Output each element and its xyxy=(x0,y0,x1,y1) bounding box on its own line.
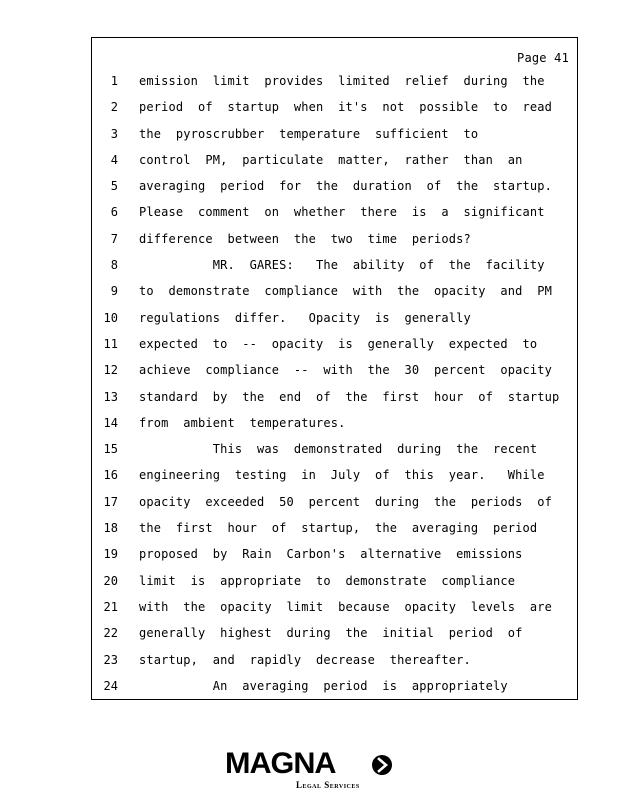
line-number: 14 xyxy=(103,415,118,430)
transcript-line xyxy=(92,255,577,281)
line-number: 19 xyxy=(103,547,118,562)
transcript-line xyxy=(92,334,577,360)
transcript-line xyxy=(92,650,577,676)
line-number: 6 xyxy=(110,205,118,220)
line-number: 18 xyxy=(103,521,118,536)
page-number: Page 41 xyxy=(517,51,569,65)
line-text: to demonstrate compliance with the opacity and PM xyxy=(139,284,552,299)
line-number: 5 xyxy=(110,179,118,194)
transcript-page xyxy=(91,37,578,700)
line-text: regulations differ. Opacity is generally xyxy=(139,310,471,325)
transcript-line xyxy=(92,492,577,518)
line-text: control PM, particulate matter, rather than an xyxy=(139,152,523,167)
transcript-line xyxy=(92,124,577,150)
line-text: with the opacity limit because opacity levels are xyxy=(139,599,552,614)
line-text: the first hour of startup, the averaging period xyxy=(139,521,538,536)
line-number: 12 xyxy=(103,363,118,378)
line-text: proposed by Rain Carbon's alternative emissions xyxy=(139,547,523,562)
line-text: generally highest during the initial period of xyxy=(139,626,523,641)
line-text: difference between the two time periods? xyxy=(139,231,471,246)
line-number: 9 xyxy=(110,284,118,299)
logo-wordmark: MAGNA xyxy=(225,747,336,780)
line-number: 16 xyxy=(103,468,118,483)
line-text: opacity exceeded 50 percent during the periods of xyxy=(139,494,552,509)
transcript-line xyxy=(92,71,577,97)
transcript-line xyxy=(92,281,577,307)
line-number: 8 xyxy=(110,258,118,273)
line-number: 15 xyxy=(103,442,118,457)
line-text: averaging period for the duration of the startup. xyxy=(139,179,552,194)
line-text: engineering testing in July of this year. While xyxy=(139,468,545,483)
transcript-line xyxy=(92,676,577,702)
line-text: standard by the end of the first hour of startup xyxy=(139,389,560,404)
line-text: from ambient temperatures. xyxy=(139,415,346,430)
transcript-line xyxy=(92,623,577,649)
transcript-line xyxy=(92,229,577,255)
transcript-line xyxy=(92,97,577,123)
line-number: 13 xyxy=(103,389,118,404)
transcript-line xyxy=(92,597,577,623)
line-number: 2 xyxy=(110,100,118,115)
logo-subtext: Legal Services xyxy=(296,780,360,790)
line-number: 23 xyxy=(103,652,118,667)
transcript-line xyxy=(92,308,577,334)
chevron-circle-icon xyxy=(371,754,393,776)
transcript-line xyxy=(92,518,577,544)
transcript-line xyxy=(92,439,577,465)
line-text: Please comment on whether there is a significant xyxy=(139,205,545,220)
transcript-line xyxy=(92,176,577,202)
line-number: 22 xyxy=(103,626,118,641)
transcript-line xyxy=(92,571,577,597)
line-number: 10 xyxy=(103,310,118,325)
line-number: 7 xyxy=(110,231,118,246)
line-number: 11 xyxy=(103,336,118,351)
transcript-line xyxy=(92,202,577,228)
line-text: period of startup when it's not possible to read xyxy=(139,100,552,115)
line-text: expected to -- opacity is generally expected to xyxy=(139,336,538,351)
line-number: 21 xyxy=(103,599,118,614)
magna-logo xyxy=(225,749,395,793)
line-number: 4 xyxy=(110,152,118,167)
line-number: 1 xyxy=(110,74,118,88)
line-text: the pyroscrubber temperature sufficient to xyxy=(139,126,479,141)
transcript-line xyxy=(92,387,577,413)
line-number: 17 xyxy=(103,494,118,509)
line-text: limit is appropriate to demonstrate compliance xyxy=(139,573,516,588)
line-number: 24 xyxy=(103,678,118,693)
transcript-line xyxy=(92,544,577,570)
line-number: 20 xyxy=(103,573,118,588)
transcript-line xyxy=(92,413,577,439)
line-text: This was demonstrated during the recent xyxy=(139,442,538,457)
line-text: MR. GARES: The ability of the facility xyxy=(139,258,545,273)
transcript-line xyxy=(92,150,577,176)
line-text: achieve compliance -- with the 30 percent opacity xyxy=(139,363,552,378)
line-text: emission limit provides limited relief during the xyxy=(139,74,545,88)
transcript-lines xyxy=(92,71,577,702)
transcript-line xyxy=(92,465,577,491)
line-text: An averaging period is appropriately xyxy=(139,678,508,693)
line-text: startup, and rapidly decrease thereafter. xyxy=(139,652,471,667)
line-number: 3 xyxy=(110,126,118,141)
transcript-line xyxy=(92,360,577,386)
